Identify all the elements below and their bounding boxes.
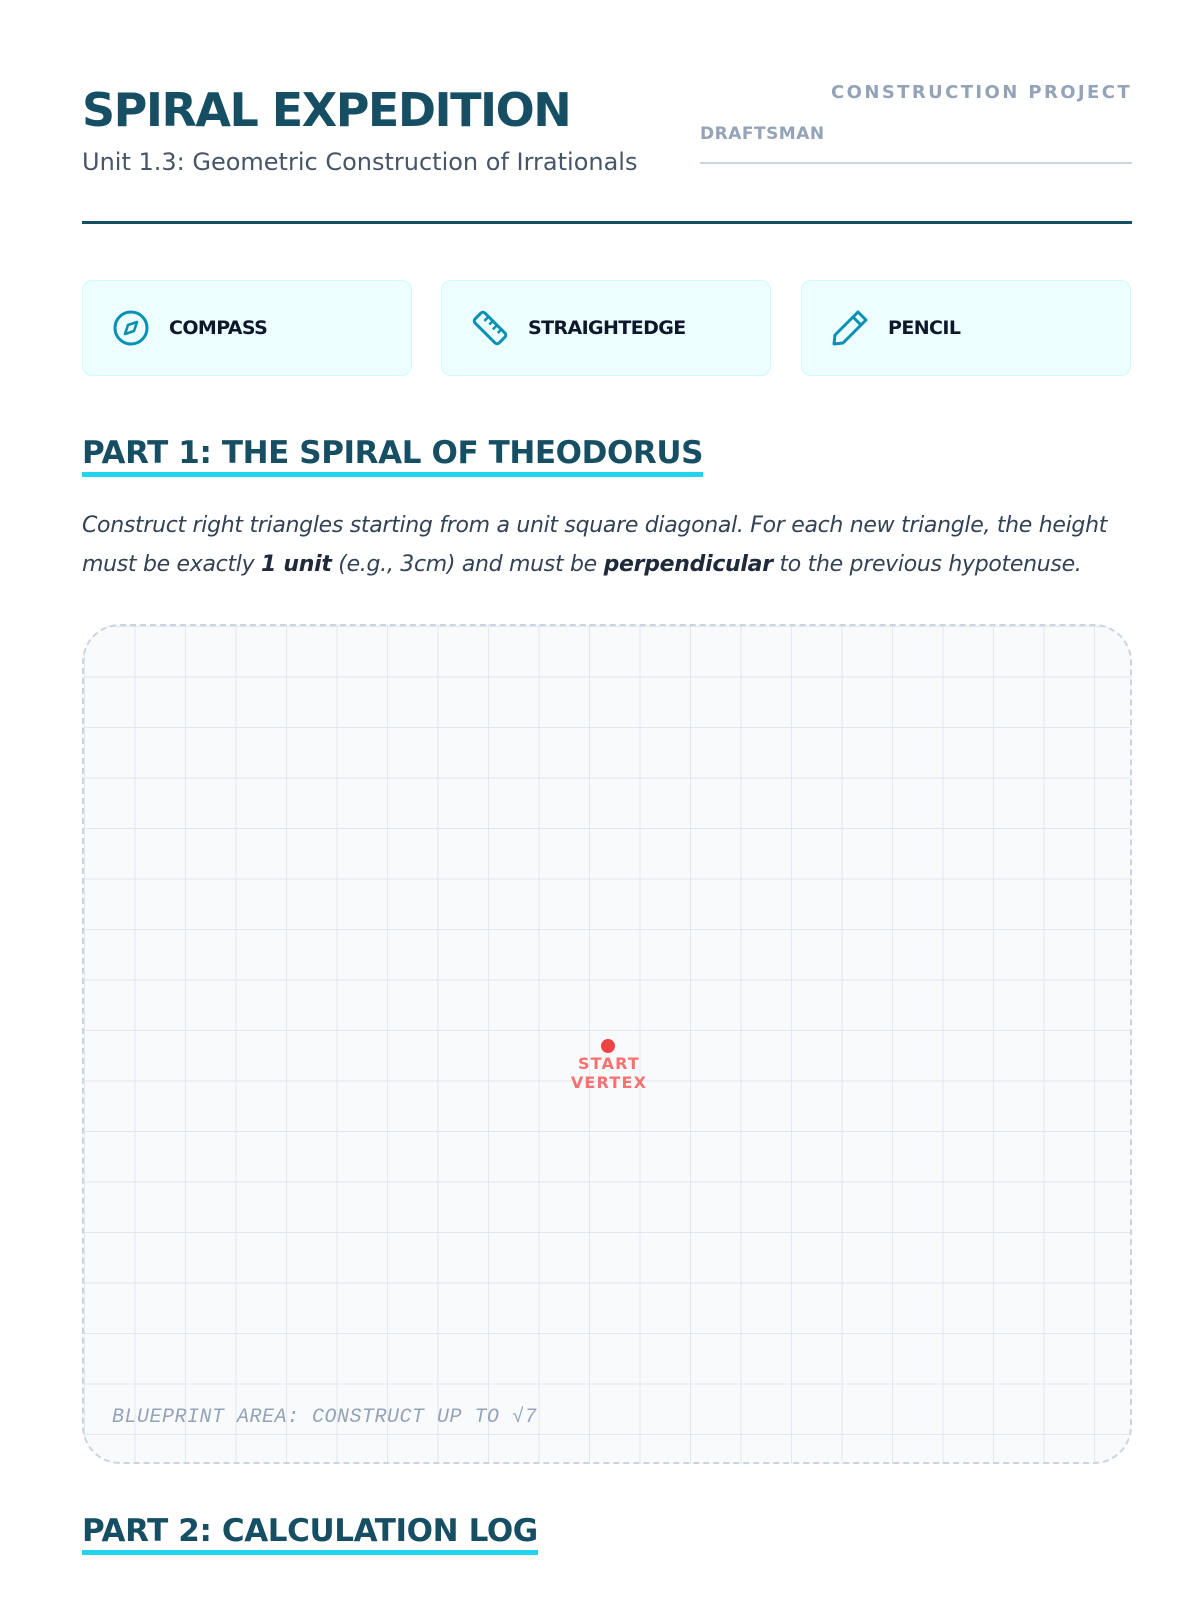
pencil-icon	[830, 308, 870, 348]
part1-instructions	[82, 506, 1142, 584]
tool-card-pencil	[801, 280, 1131, 376]
tool-label: PENCIL	[888, 317, 961, 339]
blueprint-area[interactable]	[82, 624, 1132, 1464]
instructions-text: (e.g., 3cm) and must be	[331, 552, 604, 577]
tool-card-straightedge	[441, 280, 771, 376]
page-subtitle: Unit 1.3: Geometric Construction of Irrationals	[82, 148, 638, 176]
tool-label: COMPASS	[169, 317, 268, 339]
tool-card-compass	[82, 280, 412, 376]
draftsman-label: DRAFTSMAN	[700, 124, 825, 144]
instructions-emphasis: perpendicular	[603, 552, 773, 577]
tool-label: STRAIGHTEDGE	[528, 317, 686, 339]
page-title: SPIRAL EXPEDITION	[82, 83, 571, 137]
part1-title: PART 1: THE SPIRAL OF THEODORUS	[82, 434, 703, 477]
instructions-text: to the previous hypotenuse.	[772, 552, 1082, 577]
start-vertex-dot	[601, 1039, 615, 1053]
project-label: CONSTRUCTION PROJECT	[831, 82, 1132, 103]
instructions-text: Construct right triangles starting from a unit square diagonal. For each new triangle, the height must be exactly	[82, 513, 1108, 577]
instructions-emphasis: 1 unit	[261, 552, 332, 577]
part2-title: PART 2: CALCULATION LOG	[82, 1512, 538, 1555]
draftsman-field[interactable]	[700, 124, 1132, 164]
compass-icon	[111, 308, 151, 348]
blueprint-caption: BLUEPRINT AREA: CONSTRUCT UP TO √7	[112, 1406, 538, 1429]
ruler-icon	[470, 308, 510, 348]
header-divider	[82, 221, 1132, 224]
start-vertex-label: START VERTEX	[570, 1054, 648, 1092]
